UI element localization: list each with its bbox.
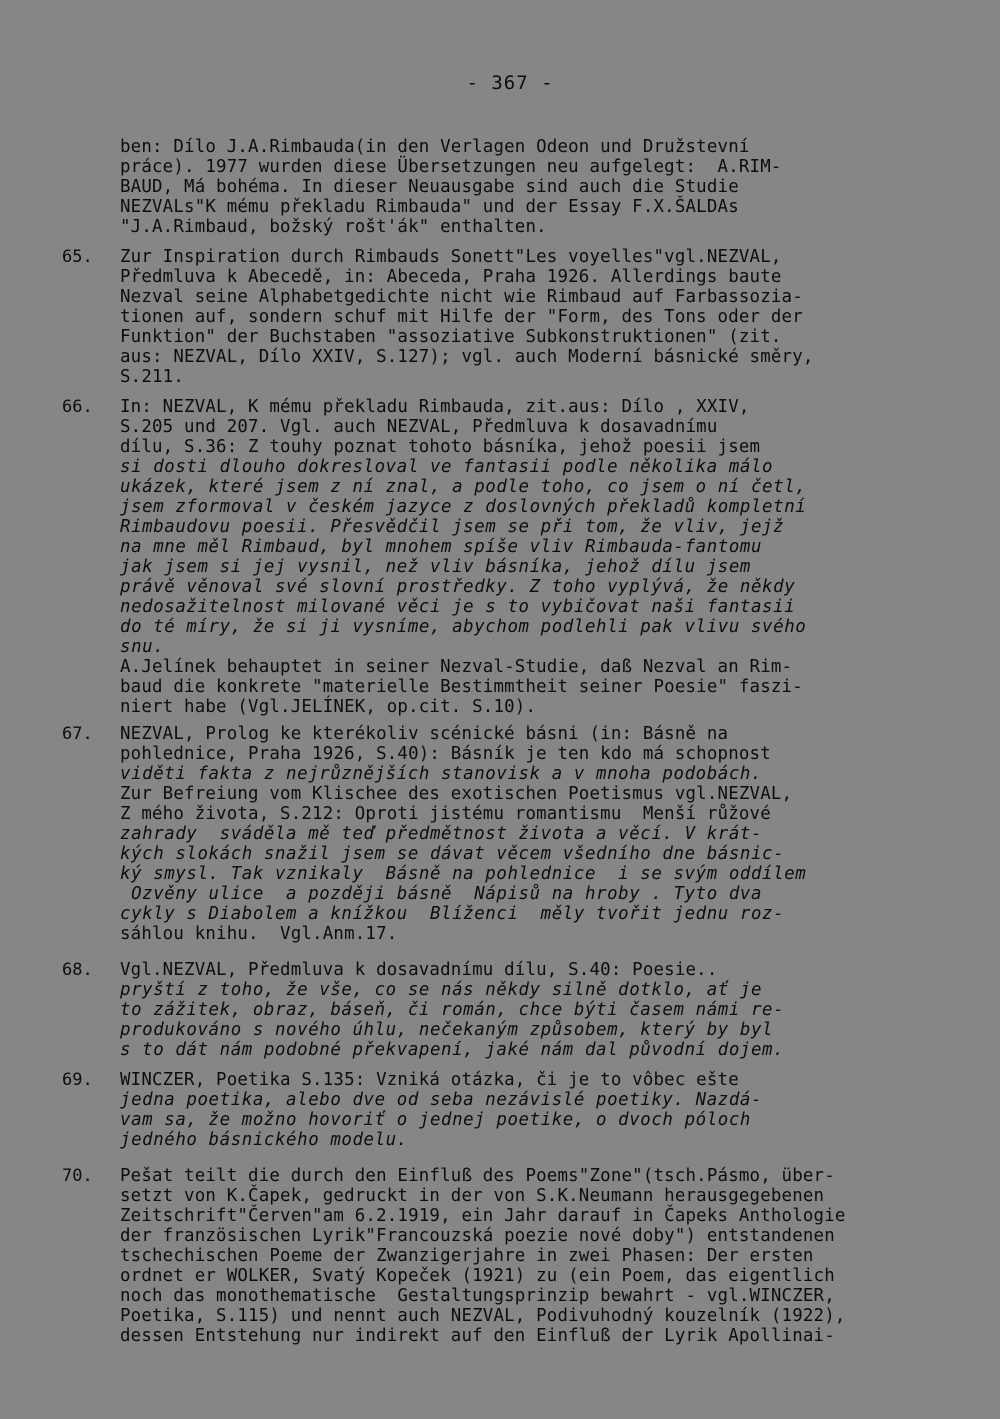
note-line: der französischen Lyrik"Francouzská poezie nové doby") entstandenen [120, 1226, 835, 1246]
note-line: vam sa, že možno hovoriť o jednej poetike, o dvoch póloch [120, 1110, 751, 1130]
note-line: jedna poetika, alebo dve od seba nezávislé poetiky. Nazdá- [120, 1090, 763, 1110]
note-line: jak jsem si jej vysnil, než vliv básníka, jehož dílu jsem [120, 557, 751, 577]
note-line: produkováno s nového úhlu, nečekaným způsobem, který by byl [120, 1020, 774, 1040]
note-number: 68. [62, 960, 93, 980]
note-line: cykly s Diabolem a knížkou Blíženci měly tvořit jednu roz- [120, 904, 785, 924]
note-line: práce). 1977 wurden diese Übersetzungen neu aufgelegt: A.RIM- [120, 157, 782, 177]
note-text [120, 1166, 920, 1346]
note-line: WINCZER, Poetika S.135: Vzniká otázka, či je to vôbec ešte [120, 1070, 739, 1090]
note-line: Z mého života, S.212: Oproti jistému romantismu Menší růžové [120, 804, 771, 824]
note-text [120, 960, 920, 1060]
note-line: dessen Entstehung nur indirekt auf den Einfluß der Lyrik Apollinai- [120, 1326, 835, 1346]
note-line: ben: Dílo J.A.Rimbauda(in den Verlagen Odeon und Družstevní [120, 137, 750, 157]
note-number: 70. [62, 1166, 93, 1186]
note-line: S.211. [120, 367, 185, 387]
note-text [120, 247, 920, 387]
note-line: jsem zformoval v českém jazyce z doslovných překladů kompletní [120, 497, 807, 517]
note-line: BAUD, Má bohéma. In dieser Neuausgabe sind auch die Studie [120, 177, 739, 197]
note-line: zahrady sváděla mě teď předmětnost života a věcí. V krát- [120, 824, 763, 844]
note-text [120, 724, 920, 944]
note-line: s to dát nám podobné překvapení, jaké nám dal původní dojem. [120, 1040, 785, 1060]
note-line: Nezval seine Alphabetgedichte nicht wie Rimbaud auf Farbassozia- [120, 287, 803, 307]
note-line: snu. [120, 637, 165, 657]
note-line: Rimbaudovu poesii. Přesvědčil jsem se při tom, že vliv, jejž [120, 517, 785, 537]
note-line: právě věnoval své slovní prostředky. Z toho vyplývá, že někdy [120, 577, 796, 597]
note-text [120, 137, 920, 237]
note-line: ordnet er WOLKER, Svatý Kopeček (1921) zu (ein Poem, das eigentlich [120, 1266, 835, 1286]
note-line: In: NEZVAL, K mému překladu Rimbauda, zit.aus: Dílo , XXIV, [120, 397, 750, 417]
note-line: jedného básnického modelu. [120, 1130, 408, 1150]
note-line: dílu, S.36: Z touhy poznat tohoto básníka, jehož poesii jsem [120, 437, 761, 457]
note-line: Pešat teilt die durch den Einfluß des Poems"Zone"(tsch.Pásmo, über- [120, 1166, 835, 1186]
note-line: to zážitek, obraz, báseň, či román, chce býti časem námi re- [120, 1000, 785, 1020]
note-line: Předmluva k Abecedě, in: Abeceda, Praha 1926. Allerdings baute [120, 267, 782, 287]
note-line: NEZVALs"K mému překladu Rimbauda" und der Essay F.X.ŠALDAs [120, 197, 739, 217]
note-line: kých slokách snažil jsem se dávat věcem všedního dne básnic- [120, 844, 785, 864]
note-line: Ozvěny ulice a později básně Nápisů na hroby . Tyto dva [120, 884, 763, 904]
note-line: Zur Befreiung vom Klischee des exotischen Poetismus vgl.NEZVAL, [120, 784, 793, 804]
note-line: pryští z toho, že vše, co se nás někdy silně dotklo, ať je [120, 980, 763, 1000]
note-line: pohlednice, Praha 1926, S.40): Básník je ten kdo má schopnost [120, 744, 771, 764]
note-number: 69. [62, 1070, 93, 1090]
note-line: tschechischen Poeme der Zwanzigerjahre in zwei Phasen: Der ersten [120, 1246, 814, 1266]
note-text [120, 397, 920, 717]
note-line: ký smysl. Tak vznikaly Básně na pohlednice i se svým oddílem [120, 864, 807, 884]
note-line: si dosti dlouho dokresloval ve fantasii podle několika málo [120, 457, 774, 477]
note-text [120, 1070, 920, 1150]
note-line: Vgl.NEZVAL, Předmluva k dosavadnímu dílu, S.40: Poesie.. [120, 960, 718, 980]
note-line: Zeitschrift"Červen"am 6.2.1919, ein Jahr darauf in Čapeks Anthologie [120, 1206, 846, 1226]
note-line: viděti fakta z nejrůznějších stanovisk a v mnoha podobách. [120, 764, 763, 784]
note-line: na mne měl Rimbaud, byl mnohem spíše vliv Rimbauda-fantomu [120, 537, 763, 557]
note-line: niert habe (Vgl.JELÍNEK, op.cit. S.10). [120, 697, 537, 717]
note-line: Zur Inspiration durch Rimbauds Sonett"Les voyelles"vgl.NEZVAL, [120, 247, 782, 267]
note-line: setzt von K.Čapek, gedruckt in der von S.K.Neumann herausgegebenen [120, 1186, 825, 1206]
note-line: aus: NEZVAL, Dílo XXIV, S.127); vgl. auch Moderní básnické směry, [120, 347, 814, 367]
note-number: 65. [62, 247, 93, 267]
note-number: 67. [62, 724, 93, 744]
note-line: baud die konkrete "materielle Bestimmtheit seiner Poesie" faszi- [120, 677, 803, 697]
note-line: sáhlou knihu. Vgl.Anm.17. [120, 924, 398, 944]
note-line: ukázek, které jsem z ní znal, a podle toho, co jsem o ní četl, [120, 477, 807, 497]
note-line: nedosažitelnost milované věci je s to vybičovat naši fantasii [120, 597, 796, 617]
note-line: A.Jelínek behauptet in seiner Nezval-Studie, daß Nezval an Rim- [120, 657, 793, 677]
note-line: S.205 und 207. Vgl. auch NEZVAL, Předmluva k dosavadnímu [120, 417, 718, 437]
note-line: tionen auf, sondern schuf mit Hilfe der "Form, des Tons oder der [120, 307, 803, 327]
page-number: - 367 - [466, 72, 554, 94]
note-line: Poetika, S.115) und nennt auch NEZVAL, Podivuhodný kouzelník (1922), [120, 1306, 846, 1326]
note-line: "J.A.Rimbaud, božský rošt'ák" enthalten. [120, 217, 547, 237]
note-line: NEZVAL, Prolog ke kterékoliv scénické básni (in: Básně na [120, 724, 729, 744]
note-number: 66. [62, 397, 93, 417]
note-line: noch das monothematische Gestaltungsprinzip bewahrt - vgl.WINCZER, [120, 1286, 835, 1306]
note-line: Funktion" der Buchstaben "assoziative Subkonstruktionen" (zit. [120, 327, 782, 347]
note-line: do té míry, že si ji vysníme, abychom podlehli pak vlivu svého [120, 617, 807, 637]
